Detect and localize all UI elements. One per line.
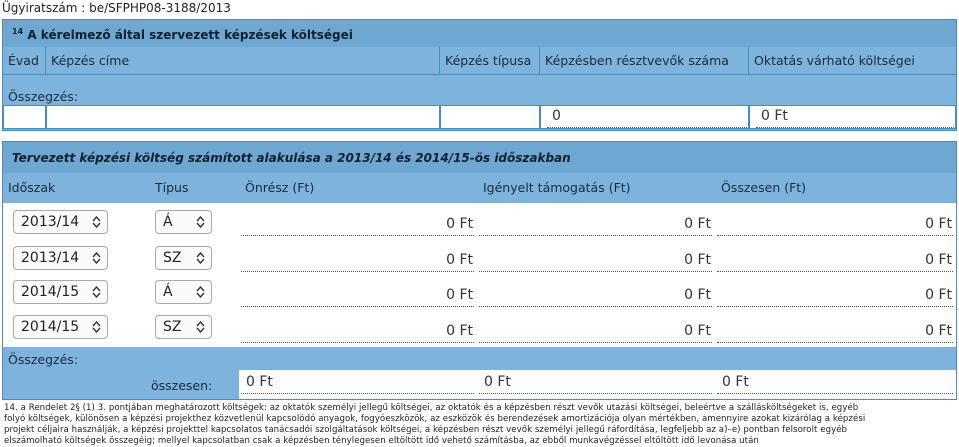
total-value: 0 Ft (925, 252, 952, 268)
col-header-training-type: Képzés típusa (440, 47, 540, 74)
chevron-updown-icon (196, 286, 205, 298)
requested-support-value: 0 Ft (684, 287, 711, 303)
own-contribution-value: 0 Ft (446, 287, 473, 303)
summary-cell (3, 105, 46, 129)
grand-total-field (717, 372, 953, 394)
requested-support-value: 0 Ft (684, 323, 711, 339)
summary-amount-value: 0 Ft (761, 108, 788, 124)
chevron-updown-icon (92, 286, 101, 298)
total-field (717, 321, 953, 343)
table-header (3, 47, 956, 75)
chevron-updown-icon (92, 252, 101, 264)
table-row (3, 275, 956, 311)
col-header-total: Összesen (Ft) (721, 180, 807, 195)
summary-totals (239, 370, 956, 399)
summary-label: Összegzés: (8, 352, 79, 367)
total-label: összesen: (151, 378, 213, 393)
summary-label: Összegzés: (8, 89, 79, 104)
period-select-value: 2014/15 (21, 319, 80, 335)
panel-title: Tervezett képzési költség számított alakulása a 2013/14 és 2014/15-ös időszakban (12, 151, 571, 165)
requested-support-value: 0 Ft (684, 216, 711, 232)
requested-support-field[interactable] (479, 285, 712, 307)
summary-count-value: 0 (552, 108, 561, 124)
chevron-updown-icon (196, 216, 205, 228)
type-select[interactable] (155, 280, 212, 304)
own-contribution-value: 0 Ft (446, 252, 473, 268)
reference-number: Ügyiratszám : be/SFPHP08-3188/2013 (2, 1, 231, 15)
panel-title-bar (3, 20, 956, 48)
type-select-value: Á (163, 284, 173, 300)
col-header-season: Évad (3, 47, 46, 74)
footnote-marker: 14 (12, 27, 24, 36)
period-select-value: 2014/15 (21, 284, 80, 300)
summary-cell (440, 105, 540, 129)
chevron-updown-icon (92, 216, 101, 228)
total-value: 0 Ft (925, 323, 952, 339)
summary-count-cell (540, 105, 749, 129)
panel-title-text: A kérelmező által szervezett képzések költségei (27, 28, 353, 42)
requested-support-field[interactable] (479, 250, 712, 272)
period-select[interactable] (13, 280, 108, 304)
table-row (3, 239, 956, 275)
requested-support-field[interactable] (479, 321, 712, 343)
col-header-own-contribution: Önrész (Ft) (245, 180, 315, 195)
col-header-participants: Képzésben résztvevők száma (540, 47, 749, 74)
table-row (3, 203, 956, 239)
total-own-field (241, 372, 474, 394)
total-field (717, 285, 953, 307)
total-own-value: 0 Ft (246, 374, 273, 390)
summary-count-field (547, 106, 747, 128)
planned-costs-panel (2, 141, 957, 400)
total-field (717, 250, 953, 272)
col-header-expected-cost: Oktatás várható költségei (754, 53, 915, 68)
type-select[interactable] (155, 210, 212, 234)
footnote-line: folyó költségek, különösen a képzési projekthez közvetlenül kapcsolódó anyagok, fogyóeszközök, az eszközök és berendezések amortizációja olyan mértékben, amennyire azokat kizárólag a képzési (4, 414, 866, 424)
requested-support-field[interactable] (479, 214, 712, 236)
type-select-value: SZ (163, 250, 182, 266)
own-contribution-value: 0 Ft (446, 323, 473, 339)
own-contribution-field[interactable] (241, 214, 474, 236)
total-value: 0 Ft (925, 287, 952, 303)
total-field (717, 214, 953, 236)
footnote-line: projekt céljaira használják, a képzési projekttel kapcsolatos tanácsadói szolgáltatások költségei, a képzésben részt vevők személyi jellegű ráfordítása, legfeljebb az a)–e) pontban felsorolt egyéb (4, 425, 848, 435)
footnote-line: elszámolható költségek összegéig; mellyel kapcsolatban csak a képzésben ténylegesen eltöltött idő vehető számításba, az ebből munkavégzéssel eltöltött idő levonása után (4, 436, 759, 446)
requested-support-value: 0 Ft (684, 252, 711, 268)
period-select-value: 2013/14 (21, 214, 80, 230)
chevron-updown-icon (196, 252, 205, 264)
total-requested-field (479, 372, 712, 394)
period-select[interactable] (13, 246, 108, 270)
col-header-requested-support: Igényelt támogatás (Ft) (483, 180, 631, 195)
own-contribution-field[interactable] (241, 285, 474, 307)
summary-amount-field (756, 106, 954, 128)
table-header (3, 173, 956, 203)
table-row (3, 311, 956, 347)
cost-rows (3, 203, 956, 347)
col-header-training-title: Képzés címe (46, 47, 440, 74)
period-select-value: 2013/14 (21, 250, 80, 266)
col-header-period: Időszak (8, 180, 56, 195)
total-requested-value: 0 Ft (484, 374, 511, 390)
col-header-type: Típus (155, 180, 189, 195)
training-costs-panel (2, 19, 957, 131)
type-select-value: Á (163, 214, 173, 230)
own-contribution-field[interactable] (241, 250, 474, 272)
chevron-updown-icon (196, 321, 205, 333)
summary-amount-cell (749, 105, 956, 129)
period-select[interactable] (13, 315, 108, 339)
total-value: 0 Ft (925, 216, 952, 232)
summary-band (3, 347, 956, 399)
footnote (4, 403, 954, 447)
summary-band (3, 75, 956, 130)
own-contribution-value: 0 Ft (446, 216, 473, 232)
type-select[interactable] (155, 246, 212, 270)
grand-total-value: 0 Ft (722, 374, 749, 390)
period-select[interactable] (13, 210, 108, 234)
panel-title (12, 27, 353, 42)
panel-title-bar (3, 142, 956, 174)
own-contribution-field[interactable] (241, 321, 474, 343)
chevron-updown-icon (92, 321, 101, 333)
footnote-line: 14. a Rendelet 2§ (1) 3. pontjában meghatározott költségek: az oktatók személyi jellegű költségei, az oktatók és a képzésben részt vevők utazási költségei, beleértve a szállásköltségeket is, egyéb (4, 403, 859, 413)
summary-cell (46, 105, 440, 129)
type-select[interactable] (155, 315, 212, 339)
type-select-value: SZ (163, 319, 182, 335)
